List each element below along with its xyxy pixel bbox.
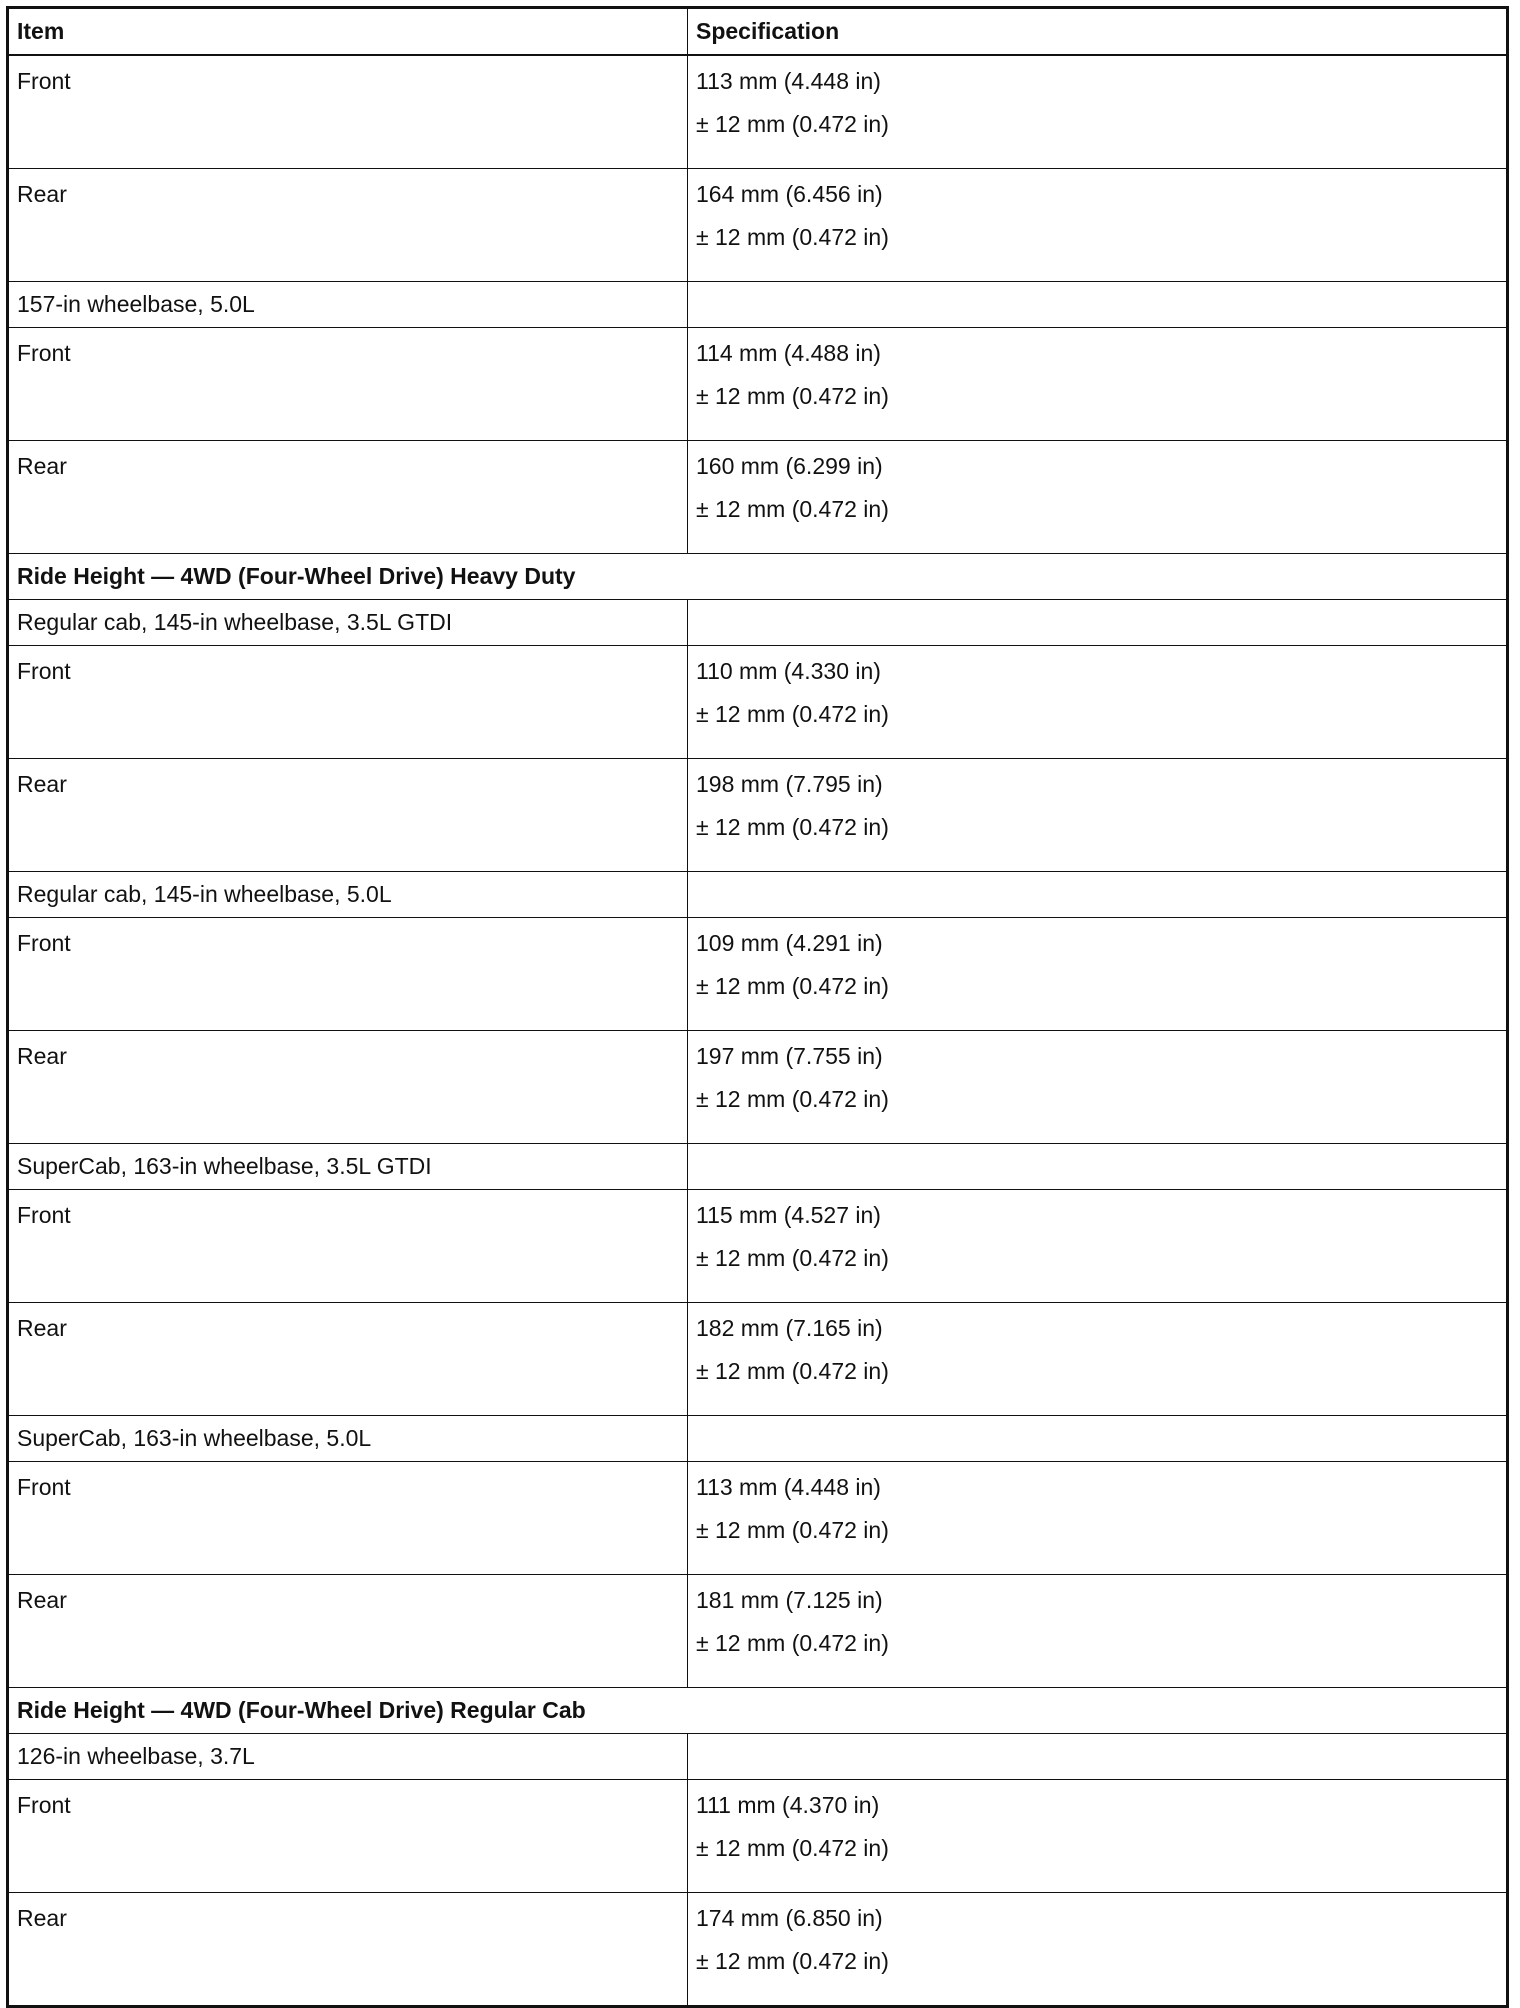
table-row [8, 1780, 1508, 1893]
spec-value: 181 mm (7.125 in) [696, 1587, 883, 1613]
subgroup-row [8, 600, 1508, 646]
item-cell: Front [8, 1462, 688, 1575]
spec-tolerance: ± 12 mm (0.472 in) [696, 1835, 889, 1861]
spec-tolerance: ± 12 mm (0.472 in) [696, 973, 889, 999]
subgroup-label: Regular cab, 145-in wheelbase, 5.0L [8, 872, 688, 918]
table-row [8, 1303, 1508, 1416]
spec-value: 109 mm (4.291 in) [696, 930, 883, 956]
spec-value: 110 mm (4.330 in) [696, 658, 881, 684]
item-cell: Front [8, 328, 688, 441]
subgroup-row [8, 282, 1508, 328]
subgroup-label: SuperCab, 163-in wheelbase, 3.5L GTDI [8, 1144, 688, 1190]
empty-spec-cell [688, 872, 1508, 918]
spec-cell [688, 1575, 1508, 1688]
empty-spec-cell [688, 1144, 1508, 1190]
table-header [8, 8, 1508, 56]
spec-value: 113 mm (4.448 in) [696, 68, 881, 94]
spec-value: 111 mm (4.370 in) [696, 1792, 880, 1818]
table-row [8, 441, 1508, 554]
spec-cell [688, 169, 1508, 282]
item-cell: Front [8, 1780, 688, 1893]
spec-value: 115 mm (4.527 in) [696, 1202, 881, 1228]
item-cell: Front [8, 55, 688, 169]
empty-spec-cell [688, 1416, 1508, 1462]
item-cell: Rear [8, 441, 688, 554]
table-header-row [8, 8, 1508, 56]
table-row [8, 1462, 1508, 1575]
table-row [8, 328, 1508, 441]
item-cell: Front [8, 1190, 688, 1303]
subgroup-label: 157-in wheelbase, 5.0L [8, 282, 688, 328]
section-title: Ride Height — 4WD (Four-Wheel Drive) Heavy Duty [8, 554, 1508, 600]
column-header-specification: Specification [688, 8, 1508, 56]
ride-height-spec-table [6, 6, 1509, 2008]
spec-cell [688, 328, 1508, 441]
empty-spec-cell [688, 1734, 1508, 1780]
spec-value: 164 mm (6.456 in) [696, 181, 883, 207]
section-title: Ride Height — 4WD (Four-Wheel Drive) Regular Cab [8, 1688, 1508, 1734]
item-cell: Rear [8, 169, 688, 282]
spec-value: 197 mm (7.755 in) [696, 1043, 883, 1069]
spec-tolerance: ± 12 mm (0.472 in) [696, 496, 889, 522]
spec-tolerance: ± 12 mm (0.472 in) [696, 1517, 889, 1543]
spec-value: 160 mm (6.299 in) [696, 453, 883, 479]
spec-value: 198 mm (7.795 in) [696, 771, 883, 797]
spec-tolerance: ± 12 mm (0.472 in) [696, 224, 889, 250]
subgroup-label: Regular cab, 145-in wheelbase, 3.5L GTDI [8, 600, 688, 646]
empty-spec-cell [688, 282, 1508, 328]
spec-tolerance: ± 12 mm (0.472 in) [696, 1630, 889, 1656]
spec-tolerance: ± 12 mm (0.472 in) [696, 814, 889, 840]
table-row [8, 646, 1508, 759]
item-cell: Rear [8, 759, 688, 872]
spec-cell [688, 1780, 1508, 1893]
table-row [8, 55, 1508, 169]
table-row [8, 1190, 1508, 1303]
section-header-row [8, 1688, 1508, 1734]
item-cell: Front [8, 918, 688, 1031]
spec-tolerance: ± 12 mm (0.472 in) [696, 1245, 889, 1271]
spec-cell [688, 918, 1508, 1031]
table-row [8, 759, 1508, 872]
subgroup-label: 126-in wheelbase, 3.7L [8, 1734, 688, 1780]
empty-spec-cell [688, 600, 1508, 646]
spec-tolerance: ± 12 mm (0.472 in) [696, 1358, 889, 1384]
spec-cell [688, 646, 1508, 759]
spec-tolerance: ± 12 mm (0.472 in) [696, 111, 889, 137]
column-header-item: Item [8, 8, 688, 56]
spec-cell [688, 1462, 1508, 1575]
item-cell: Rear [8, 1575, 688, 1688]
spec-value: 174 mm (6.850 in) [696, 1905, 883, 1931]
table-row [8, 1575, 1508, 1688]
spec-cell [688, 55, 1508, 169]
spec-cell [688, 759, 1508, 872]
spec-tolerance: ± 12 mm (0.472 in) [696, 1086, 889, 1112]
table-row [8, 1893, 1508, 2007]
spec-value: 113 mm (4.448 in) [696, 1474, 881, 1500]
spec-value: 182 mm (7.165 in) [696, 1315, 883, 1341]
section-header-row [8, 554, 1508, 600]
subgroup-row [8, 872, 1508, 918]
spec-cell [688, 1031, 1508, 1144]
subgroup-label: SuperCab, 163-in wheelbase, 5.0L [8, 1416, 688, 1462]
table-row [8, 918, 1508, 1031]
item-cell: Front [8, 646, 688, 759]
spec-cell [688, 1190, 1508, 1303]
subgroup-row [8, 1416, 1508, 1462]
spec-value: 114 mm (4.488 in) [696, 340, 881, 366]
spec-tolerance: ± 12 mm (0.472 in) [696, 701, 889, 727]
subgroup-row [8, 1144, 1508, 1190]
spec-tolerance: ± 12 mm (0.472 in) [696, 383, 889, 409]
table-body [8, 55, 1508, 2007]
table-row [8, 169, 1508, 282]
spec-cell [688, 1893, 1508, 2007]
item-cell: Rear [8, 1031, 688, 1144]
item-cell: Rear [8, 1893, 688, 2007]
spec-tolerance: ± 12 mm (0.472 in) [696, 1948, 889, 1974]
subgroup-row [8, 1734, 1508, 1780]
spec-cell [688, 441, 1508, 554]
table-row [8, 1031, 1508, 1144]
item-cell: Rear [8, 1303, 688, 1416]
spec-cell [688, 1303, 1508, 1416]
